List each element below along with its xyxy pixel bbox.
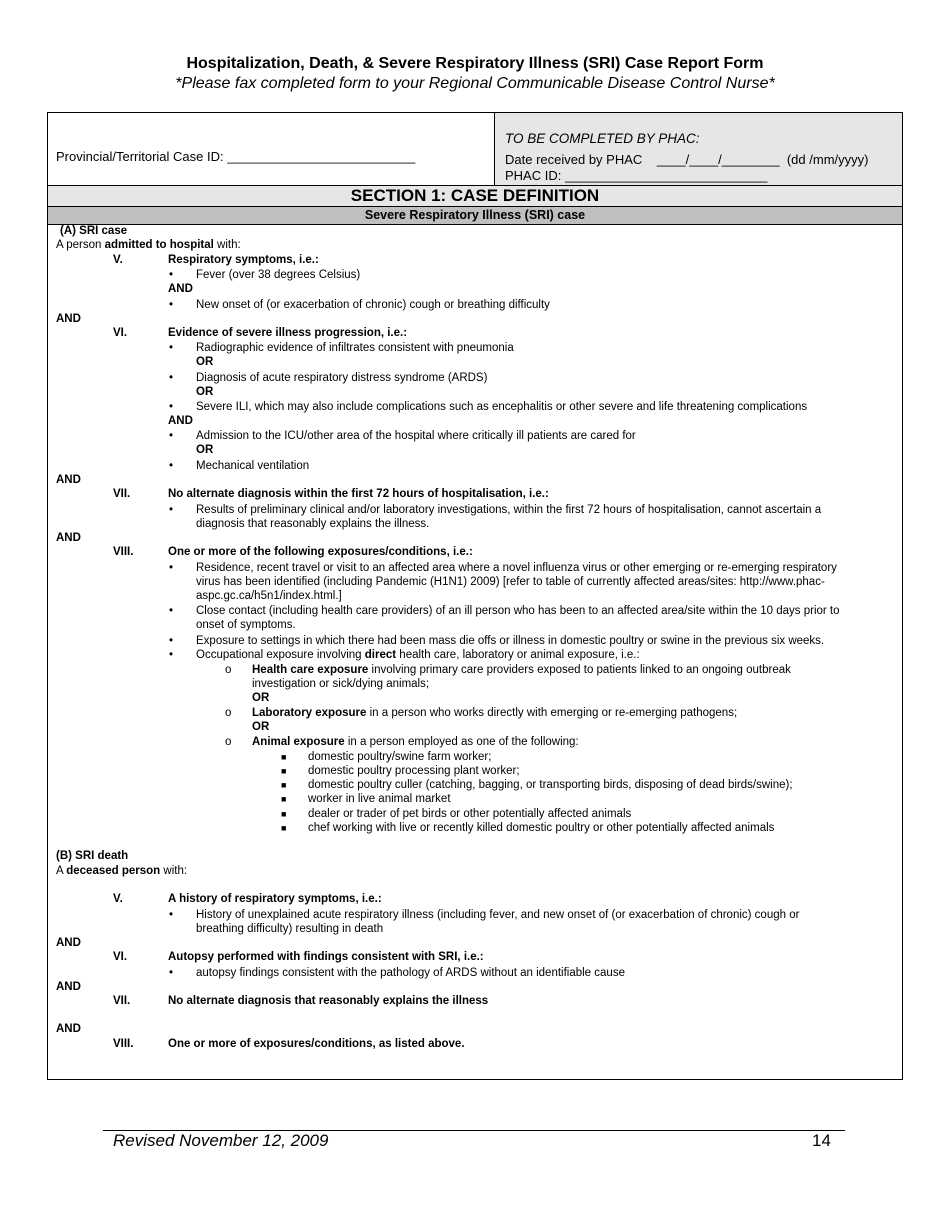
case-vi-item: Radiographic evidence of infiltrates consistent with pneumonia: [196, 342, 514, 354]
phac-heading: TO BE COMPLETED BY PHAC:: [505, 131, 700, 146]
death-vii-number: VII.: [113, 995, 131, 1007]
case-vii-number: VII.: [113, 488, 131, 500]
and-connector: AND: [56, 474, 81, 486]
bullet-icon: •: [169, 401, 174, 413]
square-bullet-icon: ■: [281, 794, 287, 804]
or-connector: OR: [196, 386, 214, 398]
case-vi-item: Severe ILI, which may also include complications such as encephalitis or other severe and life threatening complications: [196, 401, 808, 413]
or-connector: OR: [252, 721, 270, 733]
and-connector: AND: [56, 1023, 81, 1035]
death-v-title: A history of respiratory symptoms, i.e.:: [168, 893, 382, 905]
case-v-title: Respiratory symptoms, i.e.:: [168, 254, 319, 266]
case-vi-item: Diagnosis of acute respiratory distress syndrome (ARDS): [196, 372, 488, 384]
case-viii-item-cont: onset of symptoms.: [196, 619, 296, 631]
death-v-number: V.: [113, 893, 123, 905]
bullet-icon: •: [169, 430, 174, 442]
square-bullet-icon: ■: [281, 766, 287, 776]
case-id-cell: [48, 113, 495, 185]
and-connector: AND: [56, 532, 81, 544]
death-v-item: History of unexplained acute respiratory illness (including fever, and new onset of (or exacerbation of chronic) cough or: [196, 909, 800, 921]
circle-bullet-icon: o: [225, 664, 232, 676]
animal-item: domestic poultry processing plant worker;: [308, 765, 520, 777]
death-viii-number: VIII.: [113, 1038, 134, 1050]
and-connector: AND: [56, 981, 81, 993]
case-viii-title: One or more of the following exposures/conditions, i.e.:: [168, 546, 473, 558]
case-definition-box: [47, 112, 903, 1080]
circle-bullet-icon: o: [225, 707, 232, 719]
death-vii-title: No alternate diagnosis that reasonably explains the illness: [168, 995, 489, 1007]
animal-exposure: Animal exposure in a person employed as one of the following:: [252, 736, 579, 748]
form-title: Hospitalization, Death, & Severe Respiratory Illness (SRI) Case Report Form: [186, 55, 764, 72]
sri-case-intro: A person admitted to hospital with:: [56, 239, 241, 251]
phac-id-field[interactable]: PHAC ID: ____________________________: [505, 168, 768, 183]
circle-bullet-icon: o: [225, 736, 232, 748]
bullet-icon: •: [169, 342, 174, 354]
form-subtitle: *Please fax completed form to your Regional Communicable Disease Control Nurse*: [175, 75, 775, 92]
case-viii-number: VIII.: [113, 546, 134, 558]
revision-date: Revised November 12, 2009: [113, 1131, 329, 1150]
animal-item: chef working with live or recently killed domestic poultry or other potentially affected animals: [308, 822, 775, 834]
sri-death-heading: (B) SRI death: [56, 850, 129, 862]
health-care-exposure-cont: investigation or sick/dying animals;: [252, 678, 430, 690]
bullet-icon: •: [169, 909, 174, 921]
case-vii-item-cont: diagnosis that reasonably explains the illness.: [196, 518, 430, 530]
case-vi-item: Admission to the ICU/other area of the hospital where critically ill patients are cared for: [196, 430, 636, 442]
death-viii-title: One or more of exposures/conditions, as listed above.: [168, 1038, 465, 1050]
death-v-item-cont: breathing difficulty) resulting in death: [196, 923, 384, 935]
case-vi-number: VI.: [113, 327, 128, 339]
bullet-icon: •: [169, 562, 174, 574]
case-id-field[interactable]: Provincial/Territorial Case ID: __________________________: [56, 149, 416, 164]
case-vi-item: Mechanical ventilation: [196, 460, 310, 472]
case-viii-item-cont: virus has been identified (including Pandemic (H1N1) 2009) [refer to table of currently affected areas/sites: http://www.phac-: [196, 576, 825, 588]
bullet-icon: •: [169, 460, 174, 472]
section-title: SECTION 1: CASE DEFINITION: [48, 185, 902, 207]
case-v-item: New onset of (or exacerbation of chronic) cough or breathing difficulty: [196, 299, 550, 311]
death-vi-item: autopsy findings consistent with the pathology of ARDS without an identifiable cause: [196, 967, 625, 979]
animal-item: dealer or trader of pet birds or other potentially affected animals: [308, 808, 632, 820]
bullet-icon: •: [169, 635, 174, 647]
bullet-icon: •: [169, 299, 174, 311]
case-vii-title: No alternate diagnosis within the first 72 hours of hospitalisation, i.e.:: [168, 488, 549, 500]
health-care-exposure: Health care exposure involving primary care providers exposed to patients linked to an ongoing outbreak: [252, 664, 791, 676]
and-connector: AND: [56, 313, 81, 325]
death-vi-number: VI.: [113, 951, 128, 963]
animal-item: domestic poultry/swine farm worker;: [308, 751, 492, 763]
or-connector: OR: [196, 444, 214, 456]
bullet-icon: •: [169, 269, 174, 281]
and-connector: AND: [56, 937, 81, 949]
case-viii-item-cont: aspc.gc.ca/h5n1/index.html.]: [196, 590, 342, 602]
or-connector: OR: [196, 356, 214, 368]
sri-case-heading: (A) SRI case: [60, 225, 128, 237]
section-subtitle: Severe Respiratory Illness (SRI) case: [48, 207, 902, 225]
animal-item: domestic poultry culler (catching, bagging, or transporting birds, disposing of dead birds/swine);: [308, 779, 793, 791]
bullet-icon: •: [169, 504, 174, 516]
death-vi-title: Autopsy performed with findings consistent with SRI, i.e.:: [168, 951, 484, 963]
case-viii-item: Close contact (including health care providers) of an ill person who has been to an affected area/site within the 10 days prior to: [196, 605, 840, 617]
or-connector: OR: [252, 692, 270, 704]
case-viii-item: Residence, recent travel or visit to an affected area where a novel influenza virus or other emerging or re-emerging respiratory: [196, 562, 837, 574]
case-v-item: Fever (over 38 degrees Celsius): [196, 269, 361, 281]
square-bullet-icon: ■: [281, 780, 287, 790]
laboratory-exposure: Laboratory exposure in a person who works directly with emerging or re-emerging pathogens;: [252, 707, 738, 719]
square-bullet-icon: ■: [281, 752, 287, 762]
bullet-icon: •: [169, 649, 174, 661]
and-connector: AND: [168, 415, 193, 427]
case-vii-item: Results of preliminary clinical and/or laboratory investigations, within the first 72 hours of hospitalisation, cannot ascertain a: [196, 504, 822, 516]
case-viii-item: Occupational exposure involving direct health care, laboratory or animal exposure, i.e.:: [196, 649, 640, 661]
phac-cell: [495, 113, 902, 185]
case-v-number: V.: [113, 254, 123, 266]
animal-item: worker in live animal market: [308, 793, 451, 805]
bullet-icon: •: [169, 372, 174, 384]
square-bullet-icon: ■: [281, 809, 287, 819]
page-number: 14: [812, 1131, 831, 1150]
case-vi-title: Evidence of severe illness progression, i.e.:: [168, 327, 408, 339]
square-bullet-icon: ■: [281, 823, 287, 833]
sri-death-intro: A deceased person with:: [56, 865, 188, 877]
and-connector: AND: [168, 283, 193, 295]
date-received-field[interactable]: Date received by PHAC ____/____/________ (dd /mm/yyyy): [505, 152, 869, 167]
bullet-icon: •: [169, 605, 174, 617]
bullet-icon: •: [169, 967, 174, 979]
case-viii-item: Exposure to settings in which there had been mass die offs or illness in domestic poultry or swine in the previous six weeks.: [196, 635, 825, 647]
